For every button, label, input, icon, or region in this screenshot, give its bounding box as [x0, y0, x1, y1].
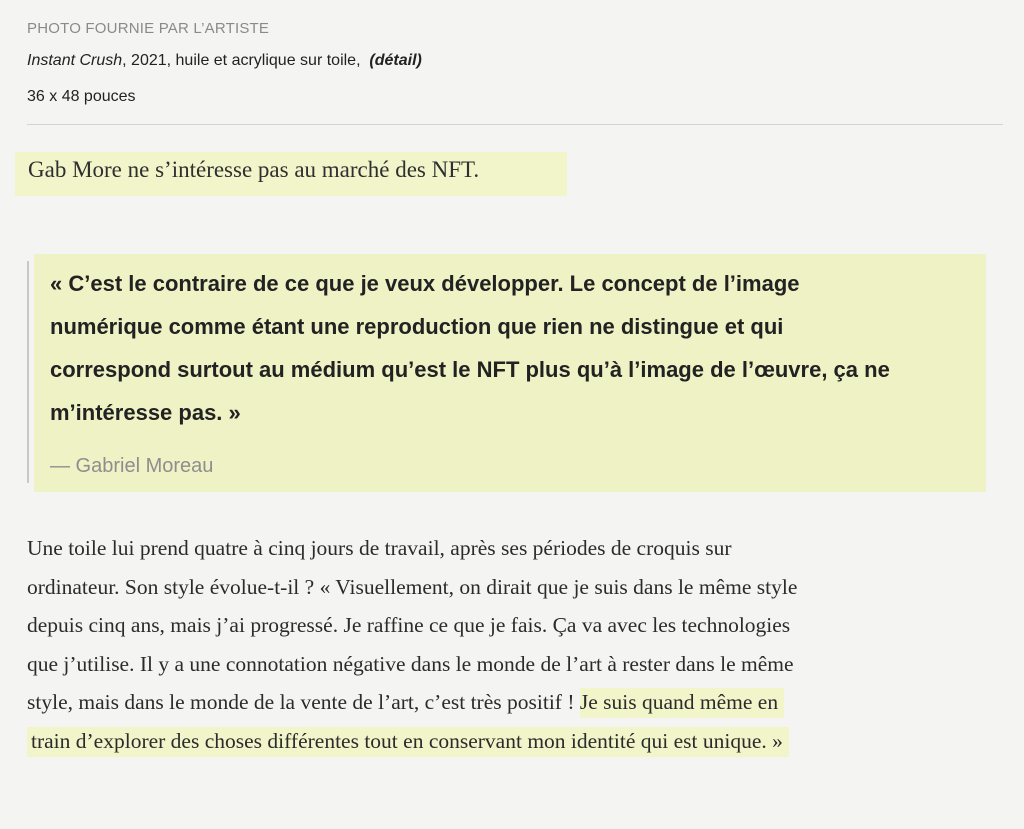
body-line: Une toile lui prend quatre à cinq jours de travail, après ses périodes de croquis sur	[27, 536, 732, 560]
pullquote-border	[27, 261, 29, 483]
body-line: ordinateur. Son style évolue-t-il ? « Visuellement, on dirait que je suis dans le même style	[27, 574, 798, 599]
lead-sentence: Gab More ne s’intéresse pas au marché des NFT.	[28, 157, 480, 182]
artwork-dimensions: 36 x 48 pouces	[27, 88, 136, 105]
body-paragraph	[27, 532, 1007, 763]
artwork-caption	[27, 52, 422, 70]
body-line-plain: style, mais dans le monde de la vente de l’art, c’est très positif !	[27, 690, 580, 714]
pullquote	[50, 265, 982, 437]
caption-divider	[27, 124, 1003, 125]
artwork-detail-note: (détail)	[369, 52, 422, 69]
body-line: depuis cinq ans, mais j’ai progressé. Je raffine ce que je fais. Ça va avec les technologies	[27, 613, 791, 637]
pullquote-line: numérique comme étant une reproduction que rien ne distingue et qui	[50, 314, 784, 339]
artwork-year-medium: , 2021, huile et acrylique sur toile,	[122, 52, 361, 69]
artwork-title: Instant Crush	[27, 52, 123, 69]
body-line	[27, 725, 1007, 764]
body-line: que j’utilise. Il y a une connotation négative dans le monde de l’art à rester dans le même	[27, 651, 794, 676]
pullquote-line: m’intéresse pas. »	[50, 400, 241, 425]
body-highlight-start: Je suis quand même en	[580, 688, 784, 718]
pullquote-line: correspond surtout au médium qu’est le NFT plus qu’à l’image de l’œuvre, ça ne	[50, 357, 890, 382]
body-highlight-end: train d’explorer des choses différentes tout en conservant mon identité qui est unique. »	[27, 727, 789, 757]
pullquote-attribution: — Gabriel Moreau	[50, 455, 214, 477]
pullquote-line: « C’est le contraire de ce que je veux développer. Le concept de l’image	[50, 271, 800, 296]
photo-credit: PHOTO FOURNIE PAR L’ARTISTE	[27, 20, 270, 37]
body-line	[27, 686, 1007, 725]
